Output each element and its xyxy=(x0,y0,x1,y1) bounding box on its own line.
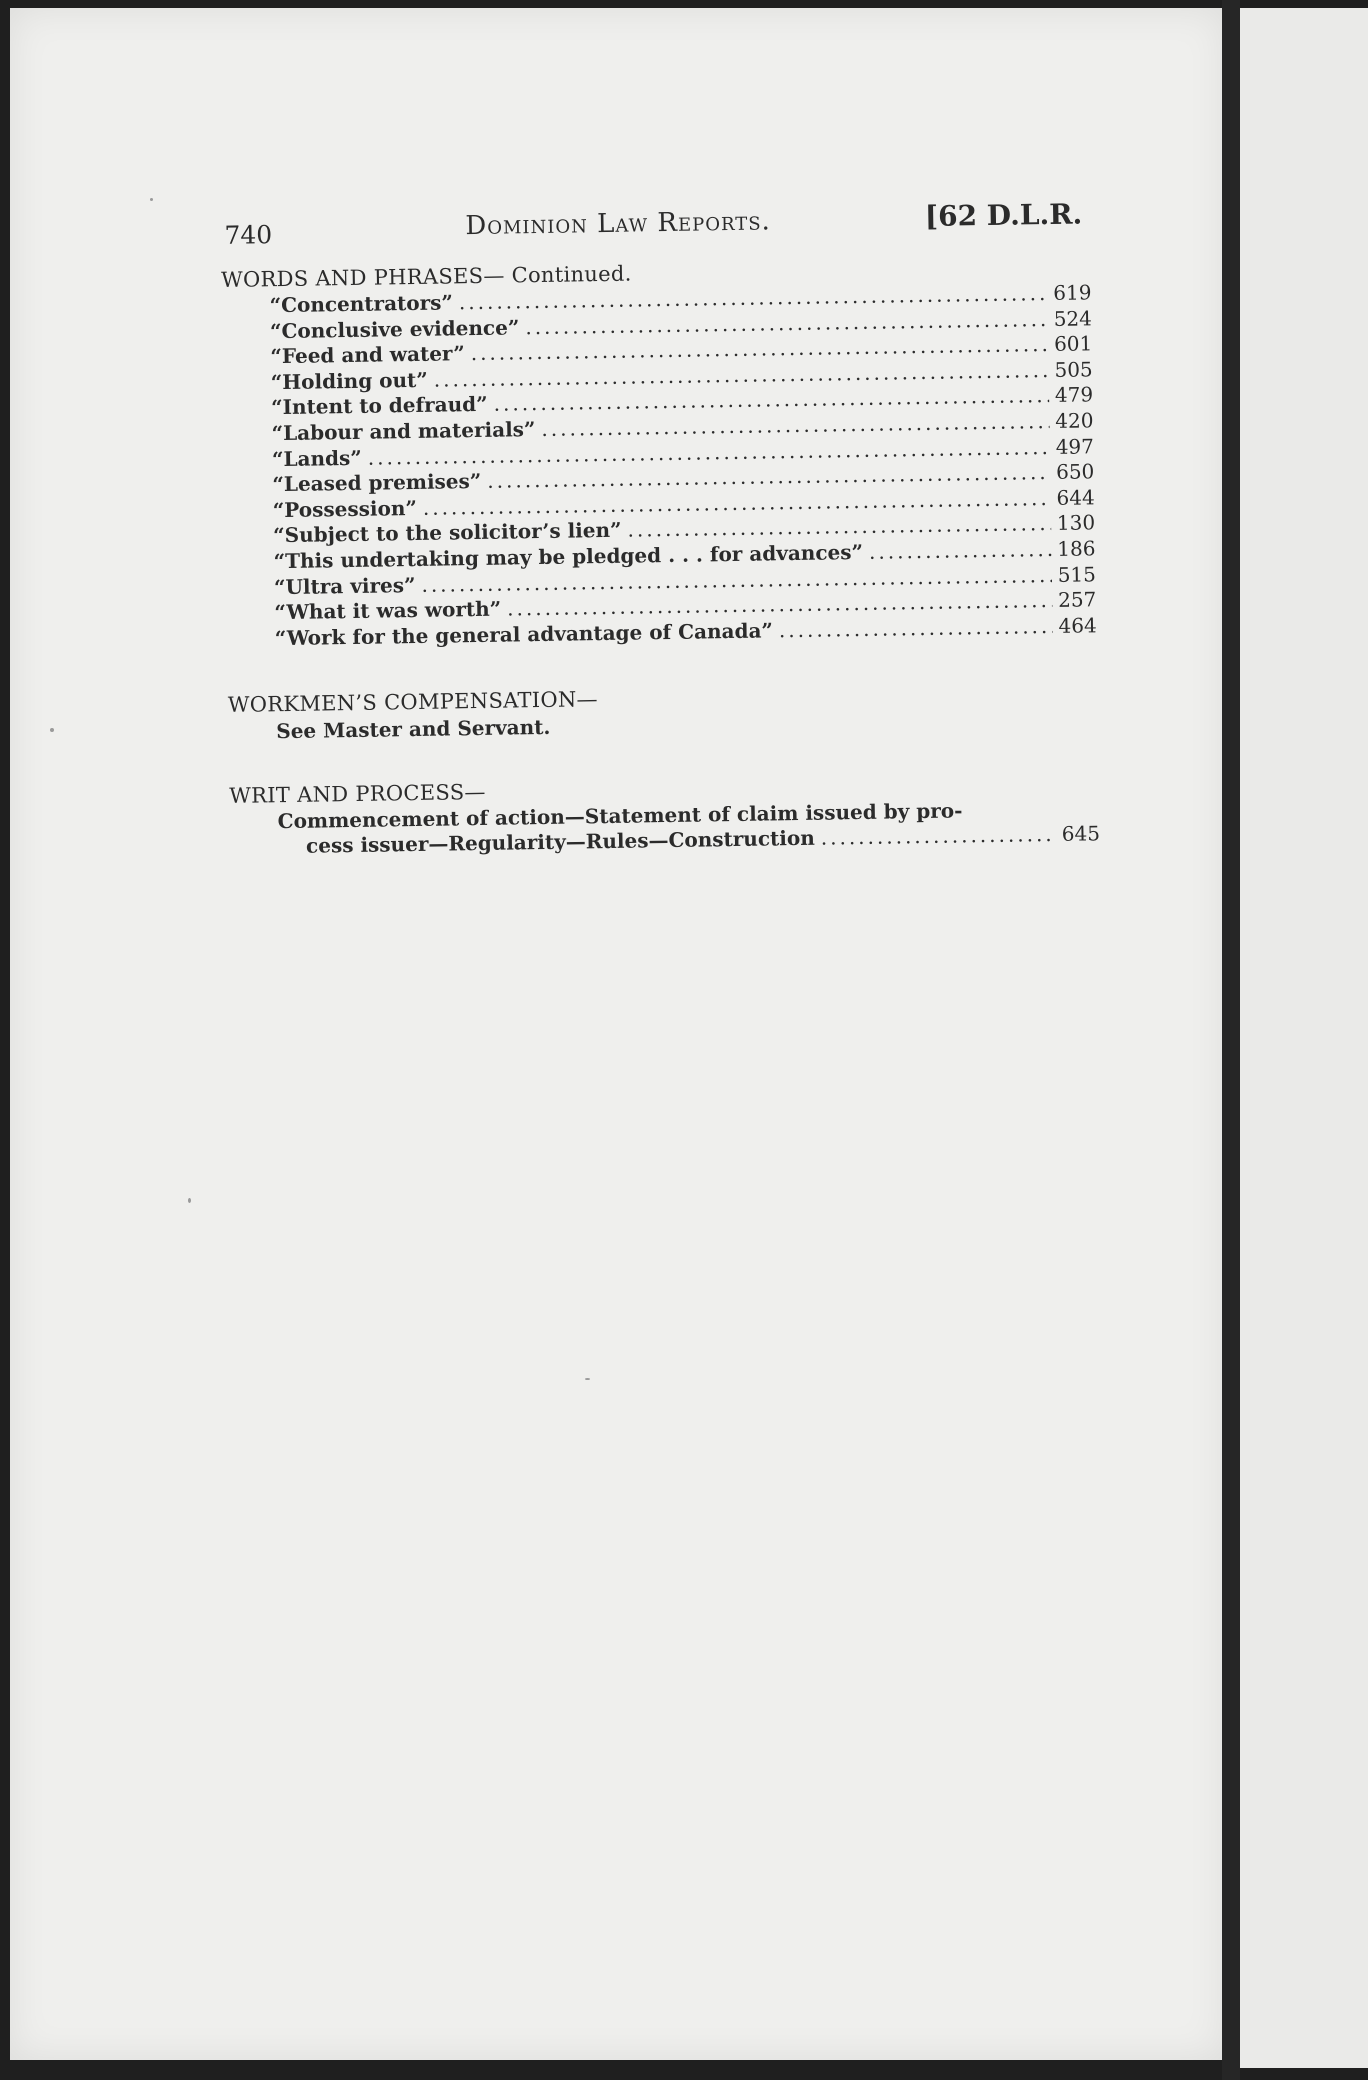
entry-page-number: 464 xyxy=(1058,613,1097,638)
entry-page-number: 257 xyxy=(1057,587,1097,613)
entry-term: “Intent to defraud” xyxy=(271,392,488,420)
entry-page-number: 130 xyxy=(1056,510,1096,536)
entry-page-number: 645 xyxy=(1061,821,1101,847)
entry-term: “Lands” xyxy=(271,445,362,471)
entry-page-number: 619 xyxy=(1053,280,1092,305)
dot-leader xyxy=(779,614,1053,644)
entry-term: “Subject to the solicitor’s lien” xyxy=(273,518,622,548)
scan-speck xyxy=(50,728,54,732)
entry-term: “Ultra vires” xyxy=(273,572,416,599)
entry-term: “Possession” xyxy=(272,495,418,522)
dot-leader xyxy=(869,537,1052,565)
scan-speck xyxy=(585,1378,590,1380)
section-workmens-compensation xyxy=(228,679,1099,746)
dot-leader xyxy=(821,822,1056,851)
entry-text-continuation: cess issuer—Regularity—Rules—Construction xyxy=(305,826,815,859)
entry-page-number: 505 xyxy=(1054,357,1093,382)
entry-term: “Labour and materials” xyxy=(271,417,536,446)
page-content xyxy=(220,191,1100,860)
section-words-and-phrases xyxy=(221,253,1097,652)
index-entry-list xyxy=(221,280,1097,652)
entry-page-number: 515 xyxy=(1057,561,1097,587)
binding-gutter xyxy=(1222,0,1240,2080)
section-writ-and-process xyxy=(229,770,1100,861)
scan-speck xyxy=(150,198,153,201)
journal-title: Dominion Law Reports. xyxy=(465,206,772,242)
entry-page-number: 186 xyxy=(1057,536,1096,561)
section-heading: WORKMEN’S COMPENSATION— xyxy=(227,687,599,718)
entry-page-number: 497 xyxy=(1055,433,1095,459)
entry-term: “What it was worth” xyxy=(274,596,502,625)
entry-page-number: 524 xyxy=(1053,305,1093,331)
entry-term: “Leased premises” xyxy=(272,469,482,497)
page-number: 740 xyxy=(224,220,273,250)
entry-term: “Conclusive evidence” xyxy=(269,314,520,343)
entry-term: “Feed and water” xyxy=(270,341,465,369)
volume-reference: [62 D.L.R. xyxy=(924,197,1083,233)
scan-speck xyxy=(188,1198,191,1203)
entry-page-number: 650 xyxy=(1055,459,1095,485)
entry-page-number: 479 xyxy=(1054,382,1094,408)
entry-term: “Holding out” xyxy=(270,367,428,395)
entry-page-number: 601 xyxy=(1053,331,1093,357)
section-heading: WRIT AND PROCESS— xyxy=(229,780,486,809)
entry-term: “This undertaking may be pledged . . . for advances” xyxy=(273,539,864,574)
entry-page-number: 420 xyxy=(1055,408,1094,433)
entry-text-line: Commencement of action—Statement of claim issued by pro- xyxy=(277,798,963,834)
section-heading: WORDS AND PHRASES— Continued. xyxy=(220,261,632,292)
entry-page-number: 644 xyxy=(1056,485,1095,510)
entry-term: “Work for the general advantage of Canada” xyxy=(274,618,774,650)
adjacent-page-edge xyxy=(1240,8,1368,2068)
cross-reference: See Master and Servant. xyxy=(276,715,551,744)
entry-term: “Concentrators” xyxy=(269,290,454,318)
